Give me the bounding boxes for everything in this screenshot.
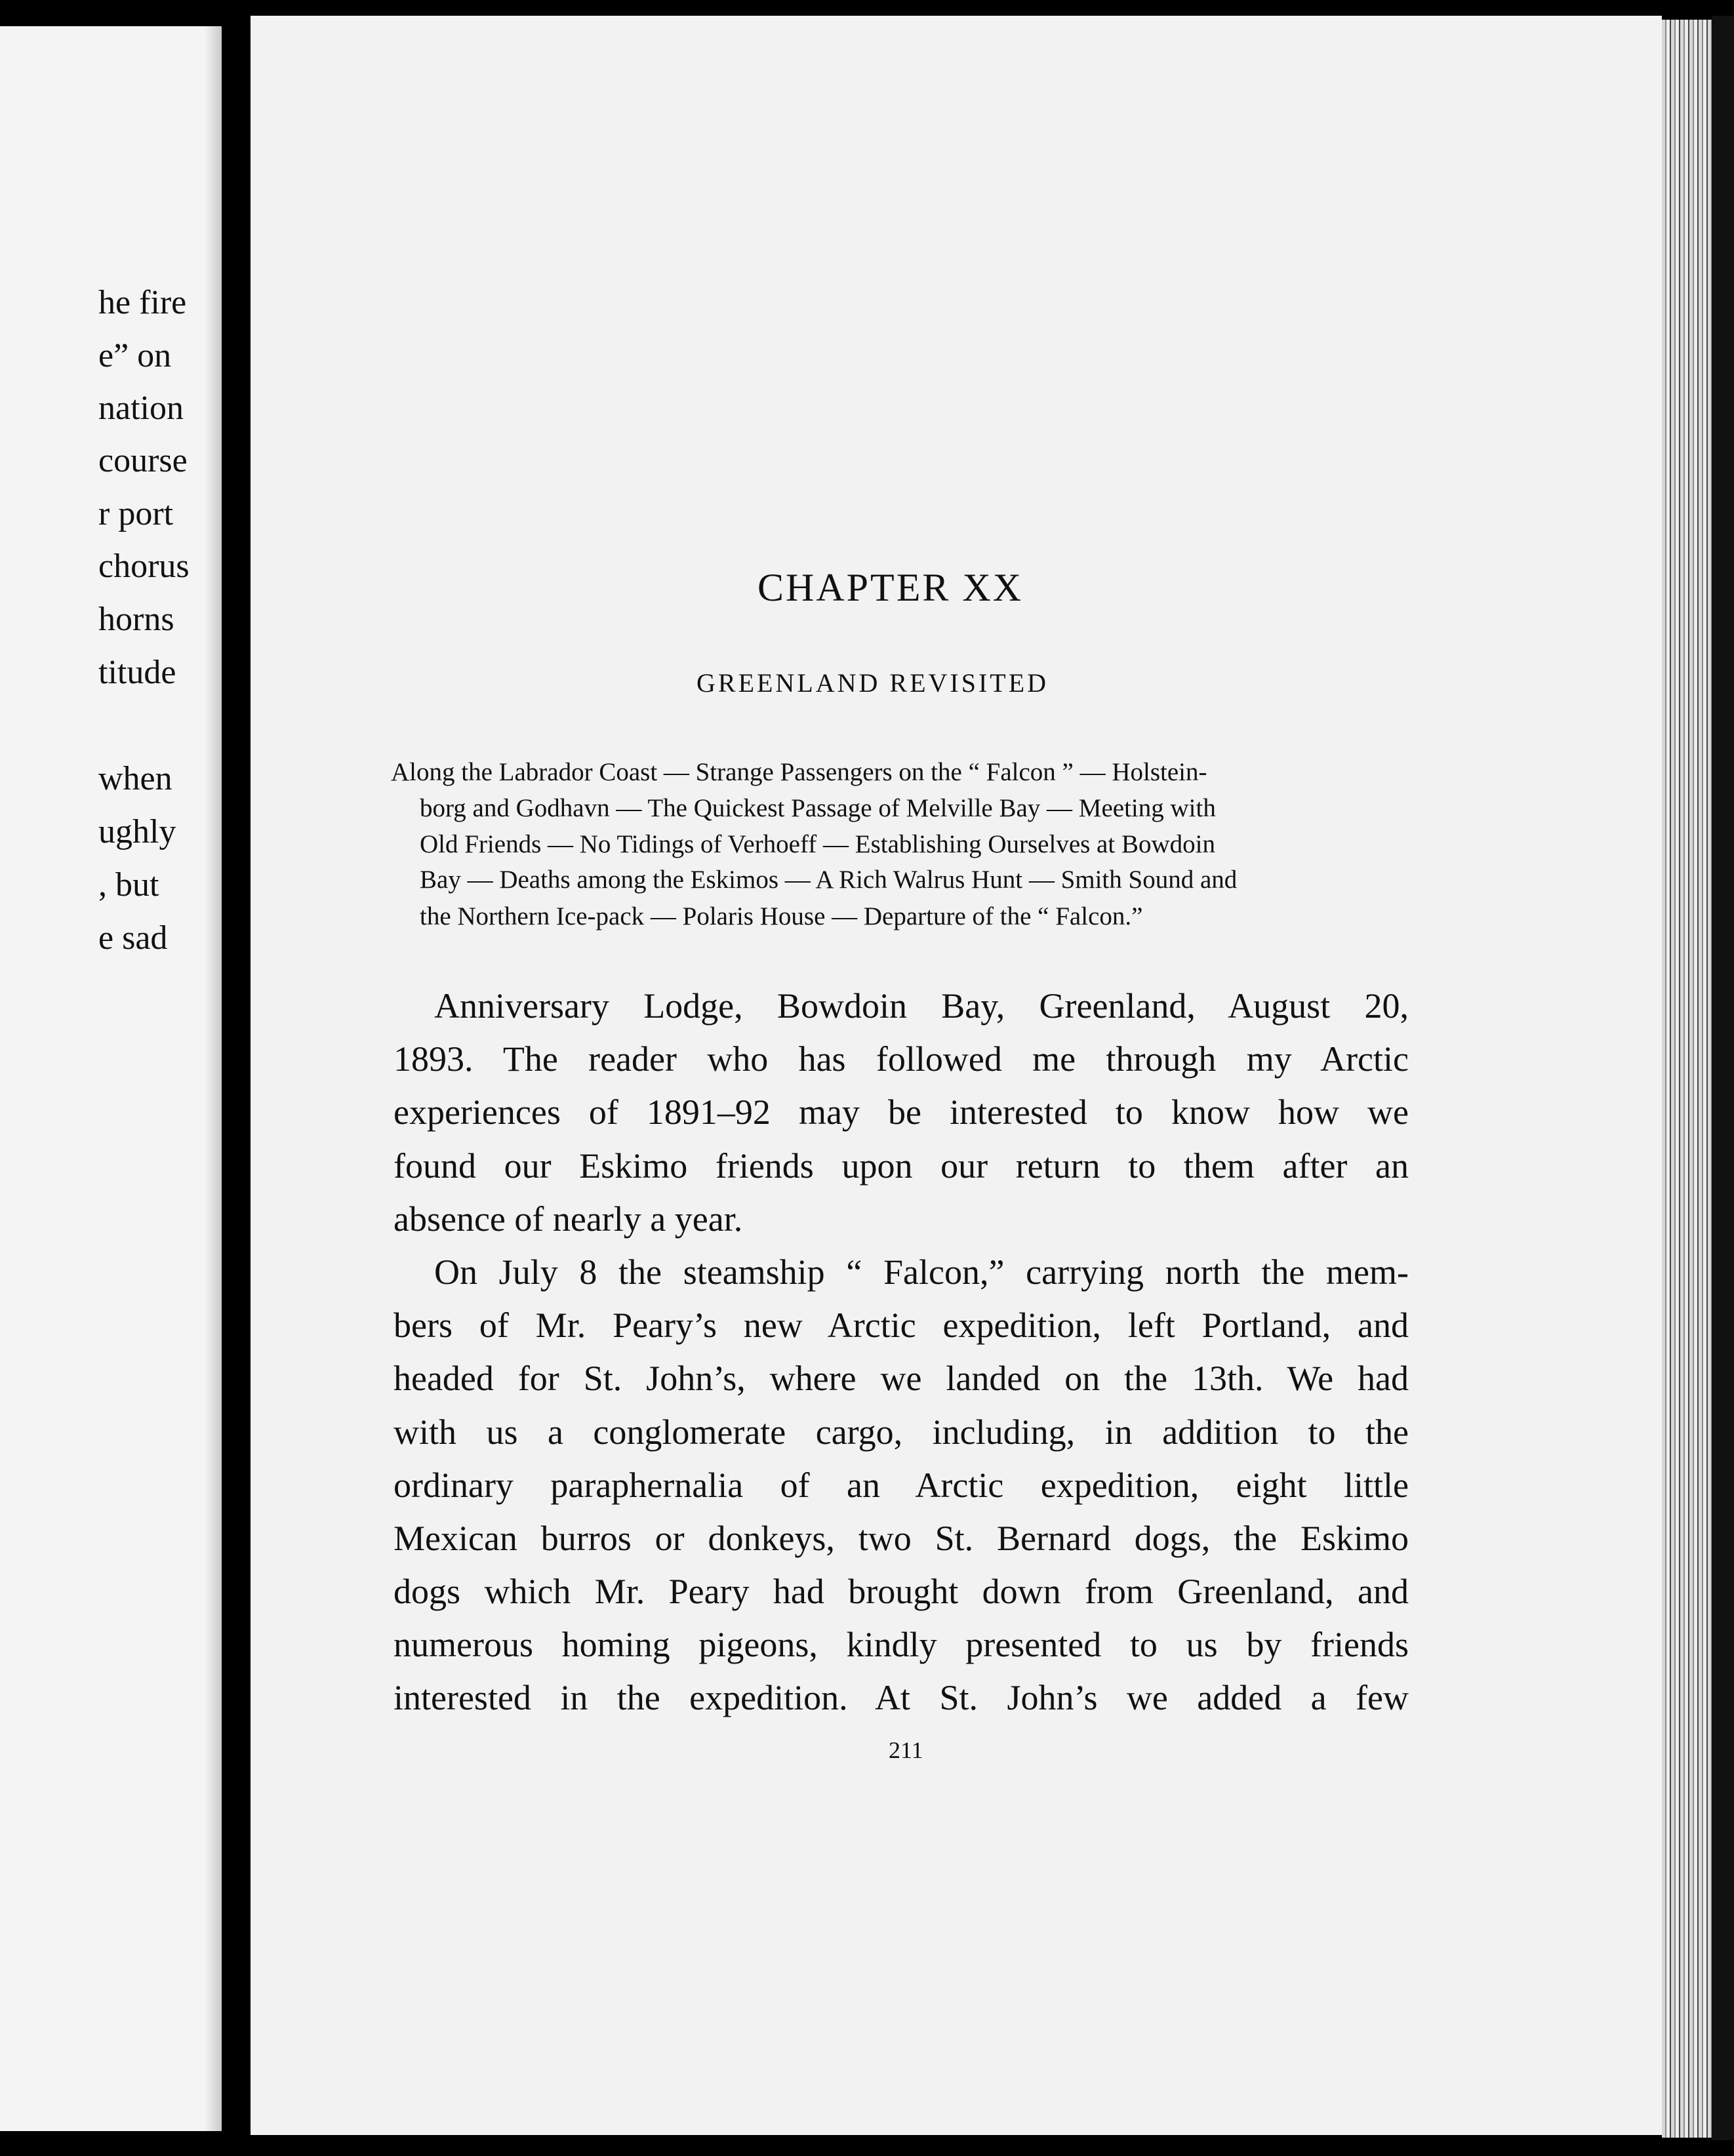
chapter-synopsis-line: Old Friends — No Tidings of Verhoeff — Establishing Ourselves at Bowdoin: [420, 830, 1215, 858]
chapter-synopsis-line: Bay — Deaths among the Eskimos — A Rich Walrus Hunt — Smith Sound and: [420, 866, 1238, 894]
gutter-shadow: [205, 26, 222, 2131]
body-text-line: numerous homing pigeons, kindly presented to us by friends: [393, 1625, 1409, 1664]
chapter-subtitle: GREENLAND REVISITED: [696, 668, 1049, 698]
body-text-line: Mexican burros or donkeys, two St. Bernard dogs, the Eskimo: [393, 1519, 1409, 1558]
body-text-line: dogs which Mr. Peary had brought down from Greenland, and: [393, 1572, 1409, 1611]
facing-page-line: nation: [98, 389, 184, 427]
facing-page-line: chorus: [98, 548, 190, 585]
page-edges-border: [1712, 16, 1734, 2140]
body-text-line: experiences of 1891–92 may be interested to know how we: [393, 1092, 1409, 1132]
chapter-title: CHAPTER XX: [757, 566, 1024, 609]
body-text-line: absence of nearly a year.: [393, 1199, 743, 1239]
chapter-synopsis-line: Along the Labrador Coast — Strange Passengers on the “ Falcon ” — Holstein-: [391, 758, 1207, 786]
body-text-line: headed for St. John’s, where we landed on the 13th. We had: [393, 1359, 1409, 1398]
facing-page-line: , but: [98, 866, 159, 904]
facing-page-line: e” on: [98, 337, 172, 374]
body-text-line: On July 8 the steamship “ Falcon,” carrying north the mem-: [434, 1252, 1409, 1292]
facing-page-line: e sad: [98, 919, 168, 957]
body-text-line: bers of Mr. Peary’s new Arctic expedition, left Portland, and: [393, 1306, 1409, 1345]
body-text-line: Anniversary Lodge, Bowdoin Bay, Greenland, August 20,: [434, 986, 1409, 1026]
body-text-line: with us a conglomerate cargo, including, in addition to the: [393, 1412, 1409, 1452]
book-spine: [222, 13, 251, 2144]
facing-page-line: horns: [98, 601, 174, 638]
page-number: 211: [889, 1737, 923, 1763]
facing-page-line: titude: [98, 654, 176, 691]
chapter-synopsis-line: the Northern Ice-pack — Polaris House — Departure of the “ Falcon.”: [420, 902, 1143, 930]
body-text-line: ordinary paraphernalia of an Arctic expedition, eight little: [393, 1466, 1409, 1505]
facing-page: [0, 26, 222, 2131]
body-text-line: found our Eskimo friends upon our return to them after an: [393, 1146, 1409, 1186]
facing-page-line: he fire: [98, 284, 187, 321]
facing-page-line: course: [98, 442, 188, 479]
body-text-line: interested in the expedition. At St. John’s we added a few: [393, 1678, 1409, 1717]
chapter-synopsis-line: borg and Godhavn — The Quickest Passage of Melville Bay — Meeting with: [420, 794, 1216, 822]
facing-page-line: ughly: [98, 813, 176, 850]
body-text-line: 1893. The reader who has followed me through my Arctic: [393, 1039, 1409, 1079]
facing-page-line: when: [98, 760, 172, 797]
facing-page-line: r port: [98, 495, 174, 532]
